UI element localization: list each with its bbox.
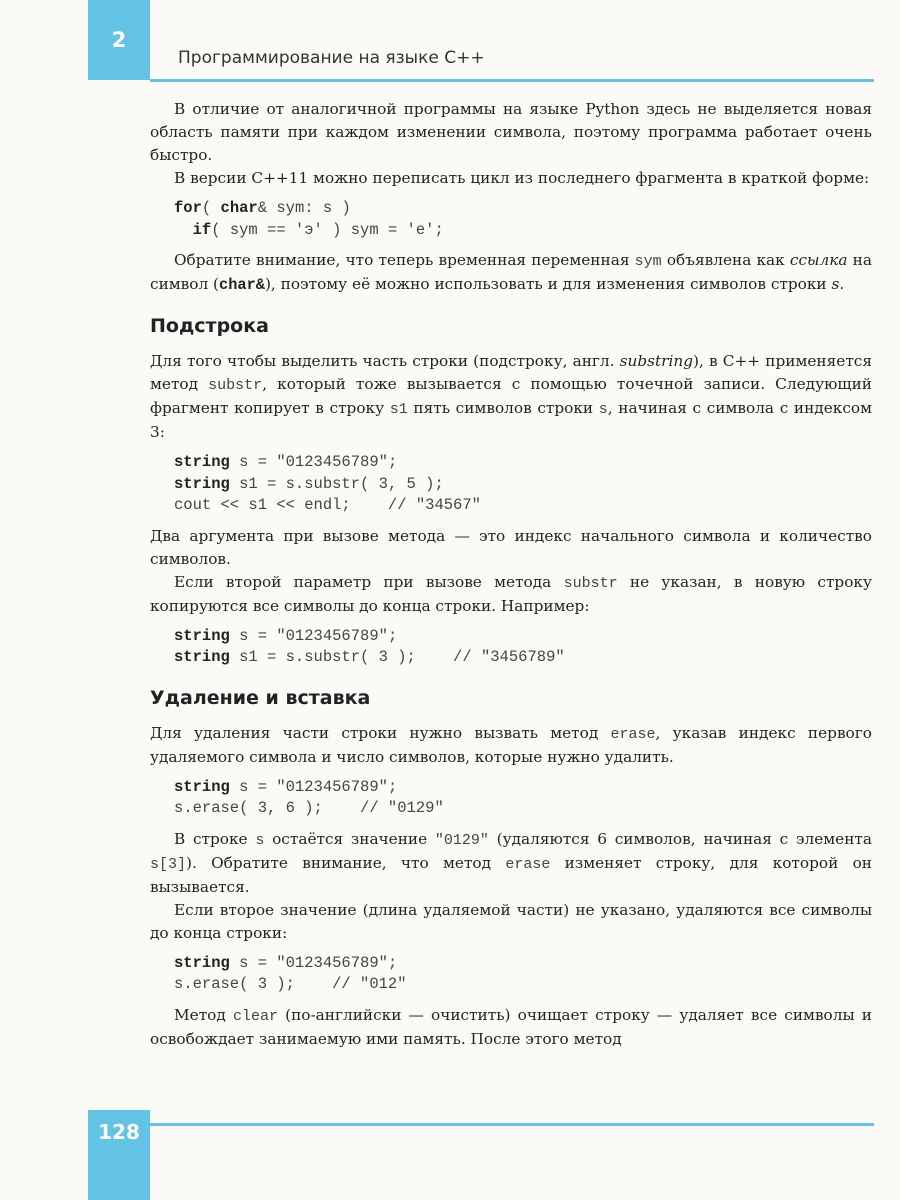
code-keyword: char: [220, 199, 258, 217]
code-text: & sym: s ): [257, 199, 351, 217]
paragraph-second-param: [150, 571, 872, 618]
text-run: на символ (: [150, 251, 873, 293]
code-keyword: if: [192, 220, 212, 239]
code-text: s.erase( 3, 6 ); // "0129": [174, 799, 444, 817]
code-keyword: string: [174, 953, 230, 972]
code-text: s1 = s.substr( 3, 5 );: [229, 474, 444, 493]
code-text: s1 = s.substr( 3 ); // "3456789": [229, 648, 565, 666]
inline-code: sym: [634, 253, 662, 270]
code-block-for-loop: [174, 198, 872, 241]
text-run: ). Обратите внимание, что метод: [186, 853, 506, 872]
inline-code: char&: [219, 276, 265, 294]
code-text: s = "0123456789";: [229, 453, 398, 471]
code-block-substr: [174, 452, 872, 517]
paragraph-two-arguments: Два аргумента при вызове метода — это индекс начального символа и количество символов.: [150, 526, 872, 568]
text-run: , указав индекс первого удаляемого символа и число символов, которые нужно удалить.: [150, 723, 872, 766]
text-run: остаётся значение: [264, 829, 435, 848]
text-run: (удаляются 6 символов, начиная с элемента: [488, 829, 872, 848]
paragraph-reference-note: [150, 249, 872, 297]
inline-code: s: [598, 401, 608, 418]
paragraph-clear-method: [150, 1004, 872, 1051]
running-header-title: Программирование на языке С++: [178, 48, 485, 68]
text-run: ), поэтому её можно использовать и для изменения символов строки: [264, 275, 832, 293]
inline-code: substr: [563, 574, 618, 592]
page-body: [150, 98, 872, 1051]
text-run: .: [839, 275, 845, 293]
section-heading-substring: Подстрока: [150, 315, 269, 337]
text-run: Для того чтобы выделить часть строки (подстроку, англ.: [150, 352, 620, 370]
code-keyword: string: [174, 453, 230, 471]
code-block-erase-one-arg: [174, 953, 872, 996]
code-keyword: string: [174, 474, 230, 493]
text-run: Для удаления части строки нужно вызвать метод: [150, 723, 611, 742]
text-run: Если второй параметр при вызове метода: [174, 572, 564, 591]
code-text: cout << s1 << endl; // "34567": [174, 496, 481, 514]
paragraph-erase-intro: [150, 722, 872, 769]
inline-code: erase: [505, 855, 551, 873]
text-run: В строке: [174, 829, 256, 848]
chapter-number-tab: 2: [88, 0, 150, 80]
code-keyword: string: [174, 777, 230, 796]
text-run: (по-английски — очистить) очищает строку — удаляет все символы и освобождает занимаемую ими память. После этого метод: [150, 1005, 872, 1048]
code-keyword: string: [174, 626, 230, 645]
text-run: , начиная с символа с индексом 3:: [150, 399, 872, 441]
code-indent: [174, 221, 193, 239]
section-heading-erase-insert: Удаление и вставка: [150, 686, 371, 709]
variable-name: s: [831, 275, 840, 293]
code-keyword: string: [174, 648, 230, 666]
code-block-substr-one-arg: [174, 626, 872, 669]
inline-code: clear: [232, 1007, 278, 1025]
text-run: изменяет строку, для которой он вызывается.: [150, 853, 872, 896]
text-run: пять символов строки: [407, 399, 599, 417]
paragraph-cpp11: В версии С++11 можно переписать цикл из последнего фрагмента в краткой форме:: [174, 169, 870, 187]
code-text: s = "0123456789";: [229, 626, 398, 645]
page-number: 128: [98, 1120, 140, 1144]
paragraph-erase-result: [150, 828, 872, 899]
inline-code: s: [255, 831, 265, 849]
paragraph-substr-intro: [150, 350, 872, 444]
code-text: s = "0123456789";: [229, 953, 398, 972]
emphasis: ссылка: [789, 251, 848, 269]
text-run: Метод: [174, 1005, 233, 1024]
code-block-erase: [174, 777, 872, 820]
text-run: , который тоже вызывается с помощью точечной записи. Следующий фрагмент копирует в строку: [150, 375, 873, 417]
text-run: ), в С++ применяется метод: [150, 352, 872, 393]
text-run: объявлена как: [661, 251, 790, 269]
inline-code: erase: [610, 725, 656, 743]
paragraph-python-comparison: В отличие от аналогичной программы на языке Python здесь не выделяется новая область памяти при каждом изменении символа, поэтому программа работает очень быстро.: [150, 100, 872, 164]
code-text: s = "0123456789";: [229, 777, 398, 796]
text-run: Обратите внимание, что теперь временная переменная: [174, 251, 635, 269]
emphasis: substring: [619, 352, 694, 370]
code-text: ( sym == 'э' ) sym = 'е';: [211, 220, 444, 239]
code-keyword: for: [174, 199, 202, 217]
footer-rule: [150, 1123, 874, 1126]
inline-code: s[3]: [150, 855, 187, 873]
inline-code: substr: [208, 377, 263, 394]
paragraph-erase-no-length: Если второе значение (длина удаляемой части) не указано, удаляются все символы до конца строки:: [150, 900, 872, 942]
code-text: (: [201, 199, 221, 217]
text-run: не указан, в новую строку копируются все символы до конца строки. Например:: [150, 572, 872, 615]
code-text: s.erase( 3 ); // "012": [174, 975, 407, 993]
inline-code: s1: [389, 401, 408, 418]
header-rule: [150, 79, 874, 82]
inline-code: "0129": [434, 831, 489, 849]
